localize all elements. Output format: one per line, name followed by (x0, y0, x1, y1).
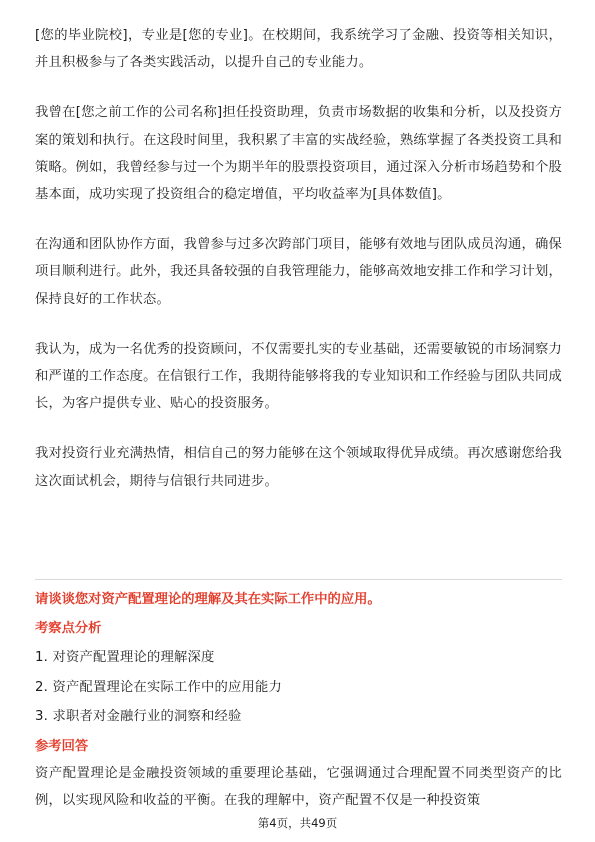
interview-question: 请谈谈您对资产配置理论的理解及其在实际工作中的应用。 (35, 592, 381, 607)
analysis-point-list (35, 643, 562, 732)
page-number: 第4页，共49页 (0, 815, 595, 831)
list-item: 1. 对资产配置理论的理解深度 (35, 650, 215, 665)
paragraph-education: [您的毕业院校]，专业是[您的专业]。在校期间，我系统学习了金融、投资等相关知识，并且积极参与了各类实践活动，以提升自己的专业能力。 (35, 28, 562, 71)
reference-answer-text: 资产配置理论是金融投资领域的重要理论基础，它强调通过合理配置不同类型资产的比例，以实现风险和收益的平衡。在我的理解中，资产配置不仅是一种投资策 (35, 766, 562, 809)
list-item: 3. 求职者对金融行业的洞察和经验 (35, 709, 242, 724)
analysis-heading: 考察点分析 (35, 621, 102, 636)
list-item: 2. 资产配置理论在实际工作中的应用能力 (35, 679, 282, 695)
body-text (35, 22, 562, 495)
section-divider (35, 579, 562, 580)
paragraph-work-experience: 我曾在[您之前工作的公司名称]担任投资助理，负责市场数据的收集和分析，以及投资方案的策划和执行。在这段时间里，我积累了丰富的实战经验，熟练掌握了各类投资工具和策略。例如，我曾经参与过一个为期半年的股票投资项目，通过深入分析市场趋势和个股基本面，成功实现了投资组合的稳定增值，平均收益率为[具体数值]。 (35, 105, 562, 203)
reference-answer-heading: 参考回答 (35, 739, 89, 754)
paragraph-career-view: 我认为，成为一名优秀的投资顾问，不仅需要扎实的专业基础，还需要敏锐的市场洞察力和严谨的工作态度。在信银行工作，我期待能够将我的专业知识和工作经验与团队共同成长，为客户提供专业、贴心的投资服务。 (35, 341, 562, 412)
paragraph-teamwork: 在沟通和团队协作方面，我曾参与过多次跨部门项目，能够有效地与团队成员沟通，确保项目顺利进行。此外，我还具备较强的自我管理能力，能够高效地安排工作和学习计划，保持良好的工作状态。 (35, 237, 562, 307)
paragraph-closing: 我对投资行业充满热情，相信自己的努力能够在这个领域取得优异成绩。再次感谢您给我这次面试机会，期待与信银行共同进步。 (35, 446, 562, 489)
